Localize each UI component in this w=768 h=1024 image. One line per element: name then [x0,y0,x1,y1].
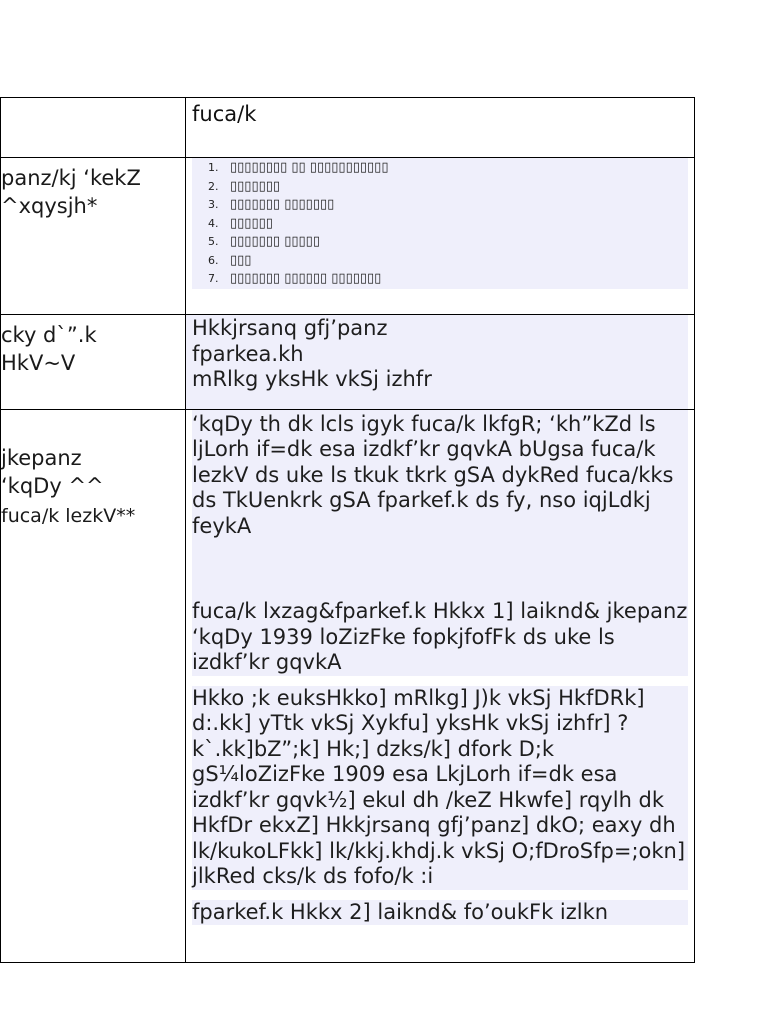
paragraph: ‘kqDy th dk lcls igyk fuca/k lkfgR; ‘kh”kZd ls ljLorh if=dk esa izdkf’kr gqvkA bUgsa fuca/k lezkV ds uke ls tkuk tkrk gSA dykRed fuca/kks ds TkUenkrk gSA fparkef.k ds fy, nso iqjLdkj feykA [192,410,688,540]
paragraph: fuca/k lxzag&fparkef.k Hkkx 1] laiknd& jkepanz ‘kqDy 1939 loZizFke fopkjfofFk ds uke ls izdkf’kr gqvkA [192,599,688,674]
row-sublabel: fuca/k lezkV** [1,504,136,527]
row-label-cell [1,98,186,158]
row-label-cell [1,409,186,962]
list-item: 3. ▯▯▯▯▯▯▯ ▯▯▯▯▯▯▯ [222,196,688,215]
list-item: 4. ▯▯▯▯▯▯ [222,215,688,234]
table-row [1,315,695,410]
text-line: Hkkjrsanq gfj’panz [186,315,688,342]
text-cell [186,409,695,962]
table-row [1,158,695,315]
row-label [1,98,185,104]
paragraph: fparkef.k Hkkx 2] laiknd& fo’oukFk izlkn [192,900,688,926]
numbered-list [192,158,688,289]
row-label-cell [1,315,186,410]
list-item: 2. ▯▯▯▯▯▯▯ [222,178,688,197]
list-item: 6. ▯▯▯ [222,252,688,271]
table-row [1,98,695,158]
list-item: 1. ▯▯▯▯▯▯▯▯ ▯▯ ▯▯▯▯▯▯▯▯▯▯▯ [222,159,688,178]
document-table [0,97,695,963]
section-title: fuca/k [192,102,257,126]
row-label: panz/kj ‘kekZ ^xqysjh* [1,166,141,218]
title-cell [186,98,695,158]
row-label-cell [1,158,186,315]
row-label: cky d`”.k HkV~V [1,323,97,375]
list-cell [186,158,695,315]
blank-space [192,539,688,599]
list-item: 5. ▯▯▯▯▯▯▯ ▯▯▯▯▯ [222,233,688,252]
list-item: 7. ▯▯▯▯▯▯▯ ▯▯▯▯▯▯ ▯▯▯▯▯▯▯ [222,270,688,289]
table-row [1,409,695,962]
text-line: fparkea.kh [186,342,688,368]
text-cell [186,315,695,410]
row-label: jkepanz ‘kqDy ^^ [1,445,104,498]
text-line: mRlkg yksHk vkSj izhfr [186,367,688,409]
paragraph: Hkko ;k euksHkko] mRlkg] J)k vkSj HkfDRk] d:.kk] yTtk vkSj Xykfu] yksHk vkSj izhfr] ?k`.kk]bZ”;k] Hk;] dzks/k] dfork D;k gS¼loZizFke 1909 esa LkjLorh if=dk esa izdkf’kr gqvk½] ekul dh /keZ Hkwfe] rqylh dk HkfDr ekxZ] Hkkjrsanq gfj’panz] dkO; eaxy dh lk/kukoLFkk] lk/kkj.khdj.k vkSj O;fDroSfp=;okn] jlkRed cks/k ds fofo/k :i [192,686,688,890]
